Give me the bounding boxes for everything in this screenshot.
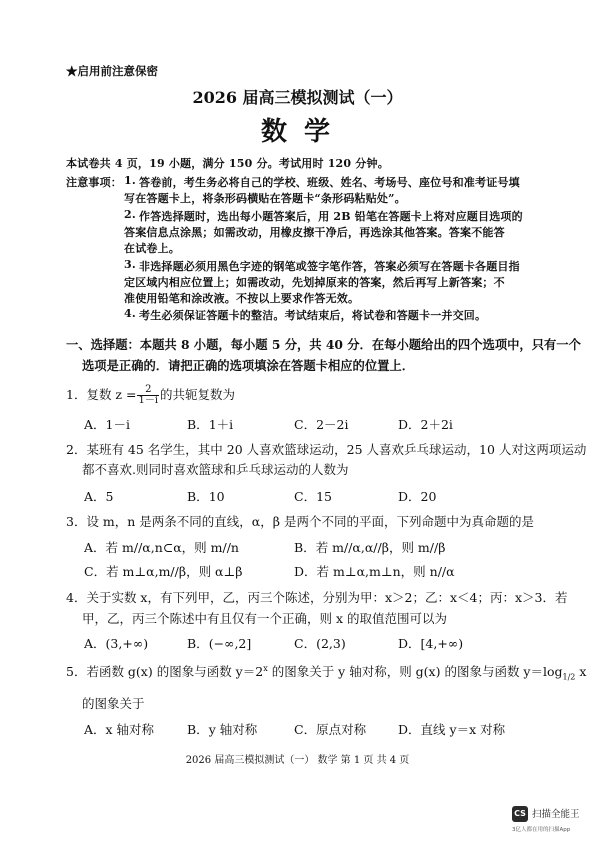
- option-text: 2＋2i: [420, 417, 453, 432]
- question-stem-cont: 都不喜欢.则同时喜欢篮球和乒乓球运动的人数为: [82, 462, 349, 477]
- stem-text: 某班有 45 名学生，其中 20 人喜欢篮球运动，25 人喜欢乒乓球运动，10 人对这两项运动: [86, 442, 587, 457]
- option-b: [187, 487, 225, 505]
- option-label: B．: [187, 636, 209, 651]
- stem-text: x: [575, 664, 587, 679]
- question-stem: [66, 588, 568, 606]
- option-text: 20: [420, 489, 437, 504]
- log-base: 1/2: [562, 672, 576, 682]
- exam-intro: 本试卷共 4 页，19 小题，满分 150 分。考试用时 120 分钟。: [66, 157, 389, 170]
- option-text: 1＋i: [208, 417, 234, 432]
- option-label: C．: [294, 636, 317, 651]
- option-b: [294, 538, 445, 556]
- question-stem: [66, 385, 235, 406]
- question-number: 4．: [66, 590, 87, 605]
- note-number: 1.: [124, 174, 136, 187]
- option-label: C．: [294, 722, 317, 737]
- option-label: A．: [84, 489, 106, 504]
- option-label: A．: [84, 636, 106, 651]
- option-text: (2,3): [316, 636, 346, 651]
- option-text: 15: [316, 489, 332, 504]
- option-text: 若 m//α,α//β，则 m//β: [315, 540, 446, 555]
- question-number: 1．: [66, 387, 87, 402]
- stem-text: 的共轭复数为: [160, 387, 236, 402]
- option-label: A．: [84, 722, 106, 737]
- fraction: [137, 385, 159, 406]
- note-line: 答案信息点涂黑；如需改动，用橡皮擦干净后，再选涂其他答案。答案不能答: [124, 226, 505, 239]
- option-label: D．: [398, 417, 421, 432]
- stem-text: 复数 z =: [86, 387, 137, 402]
- fraction-denominator: 1－i: [138, 395, 159, 406]
- stem-text: 的图象关于 y 轴对称，则 g(x) 的图象与函数 y＝log: [267, 664, 563, 679]
- option-d: [294, 562, 455, 580]
- question-stem-cont: 甲，乙，丙三个陈述中有且仅有一个正确，则 x 的取值范围可以为: [82, 611, 447, 626]
- note-line: 在试卷上。: [124, 242, 180, 255]
- note-line: 准使用铅笔和涂改液。不按以上要求作答无效。: [124, 292, 360, 305]
- option-d: [398, 634, 463, 652]
- subject-title: 数 学: [260, 117, 335, 147]
- option-label: B．: [187, 417, 209, 432]
- stem-text: 若函数 g(x) 的图象与函数 y＝2: [86, 664, 264, 679]
- option-text: [4,+∞): [420, 636, 464, 651]
- fraction-numerator: 2: [137, 385, 159, 396]
- option-a: [84, 415, 130, 433]
- option-c: [294, 720, 366, 738]
- option-b: [187, 415, 233, 433]
- option-text: 2－2i: [316, 417, 349, 432]
- question-number: 5．: [66, 664, 87, 679]
- option-text: 若 m⊥α,m⊥n，则 n//α: [316, 564, 455, 579]
- option-a: [84, 634, 148, 652]
- option-text: 5: [105, 489, 114, 504]
- stem-text: 设 m，n 是两条不同的直线，α，β 是两个不同的平面，下列命题中为真命题的是: [86, 514, 534, 529]
- option-label: B．: [187, 489, 209, 504]
- option-label: B．: [294, 540, 316, 555]
- option-label: A．: [84, 540, 106, 555]
- watermark-tagline: 3亿人都在用的扫描App: [512, 827, 571, 833]
- option-label: D．: [398, 636, 421, 651]
- option-label: B．: [187, 722, 209, 737]
- page-footer: 2026 届高三模拟测试（一） 数学 第 1 页 共 4 页: [185, 755, 410, 766]
- option-c: [84, 562, 242, 580]
- option-label: D．: [294, 564, 317, 579]
- option-label: A．: [84, 417, 106, 432]
- notes-label: 注意事项：: [66, 176, 122, 189]
- option-text: 若 m//α,n⊂α，则 m//n: [105, 540, 239, 555]
- camscanner-logo-icon: CS: [512, 806, 528, 822]
- option-b: [187, 634, 251, 652]
- option-text: (3,+∞): [105, 636, 149, 651]
- option-label: D．: [398, 489, 421, 504]
- note-line: 非选择题必须用黑色字迹的钢笔或签字笔作答，答案必须写在答题卡各题目指: [139, 260, 520, 273]
- option-label: D．: [398, 722, 421, 737]
- note-line: 答卷前，考生务必将自己的学校、班级、姓名、考场号、座位号和准考证号填: [139, 176, 520, 189]
- option-c: [294, 487, 332, 505]
- option-label: C．: [84, 564, 107, 579]
- option-text: (−∞,2]: [208, 636, 252, 651]
- option-a: [84, 538, 239, 556]
- note-line: 定区域内相应位置上；如需改动，先划掉原来的答案，然后再写上新答案；不: [124, 276, 505, 289]
- option-d: [398, 415, 453, 433]
- option-text: x 轴对称: [105, 722, 155, 737]
- note-line: 写在答题卡上，将条形码横贴在答题卡“条形码粘贴处”。: [124, 192, 406, 205]
- option-d: [398, 720, 505, 738]
- exam-title: 2026 届高三模拟测试（一）: [192, 88, 403, 107]
- note-line: 考生必须保证答题卡的整洁。考试结束后，将试卷和答题卡一并交回。: [139, 309, 487, 322]
- option-d: [398, 487, 436, 505]
- option-text: 原点对称: [316, 722, 367, 737]
- note-number: 2.: [124, 208, 136, 221]
- watermark-name: 扫描全能王: [532, 809, 580, 820]
- question-stem: [66, 440, 586, 458]
- option-a: [84, 720, 154, 738]
- option-a: [84, 487, 113, 505]
- option-text: 直线 y＝x 对称: [420, 722, 506, 737]
- note-number: 3.: [124, 258, 136, 271]
- question-stem-cont: 的图象关于: [82, 696, 145, 711]
- section-heading-cont: 选项是正确的．请把正确的选项填涂在答题卡相应的位置上．: [82, 358, 415, 373]
- option-label: C．: [294, 417, 317, 432]
- option-b: [187, 720, 257, 738]
- exponent: x: [263, 663, 268, 673]
- option-c: [294, 415, 348, 433]
- option-text: 10: [208, 489, 225, 504]
- option-label: C．: [294, 489, 317, 504]
- question-stem: [66, 662, 586, 682]
- stem-text: 关于实数 x，有下列甲，乙，丙三个陈述，分别为甲：x＞2；乙：x＜4；丙：x＞3．若: [86, 590, 568, 605]
- option-text: y 轴对称: [208, 722, 258, 737]
- question-number: 3．: [66, 514, 87, 529]
- question-number: 2．: [66, 442, 87, 457]
- note-number: 4.: [124, 307, 136, 320]
- option-text: 1－i: [105, 417, 130, 432]
- note-line: 作答选择题时，选出每小题答案后，用 2B 铅笔在答题卡上将对应题目选项的: [139, 210, 523, 223]
- question-stem: [66, 512, 534, 530]
- section-heading: 一、选择题：本题共 8 小题，每小题 5 分，共 40 分．在每小题给出的四个选项中，只有一个: [66, 337, 581, 352]
- option-text: 若 m⊥α,m//β，则 α⊥β: [106, 564, 243, 579]
- option-c: [294, 634, 346, 652]
- confidential-label: ★启用前注意保密: [66, 64, 158, 78]
